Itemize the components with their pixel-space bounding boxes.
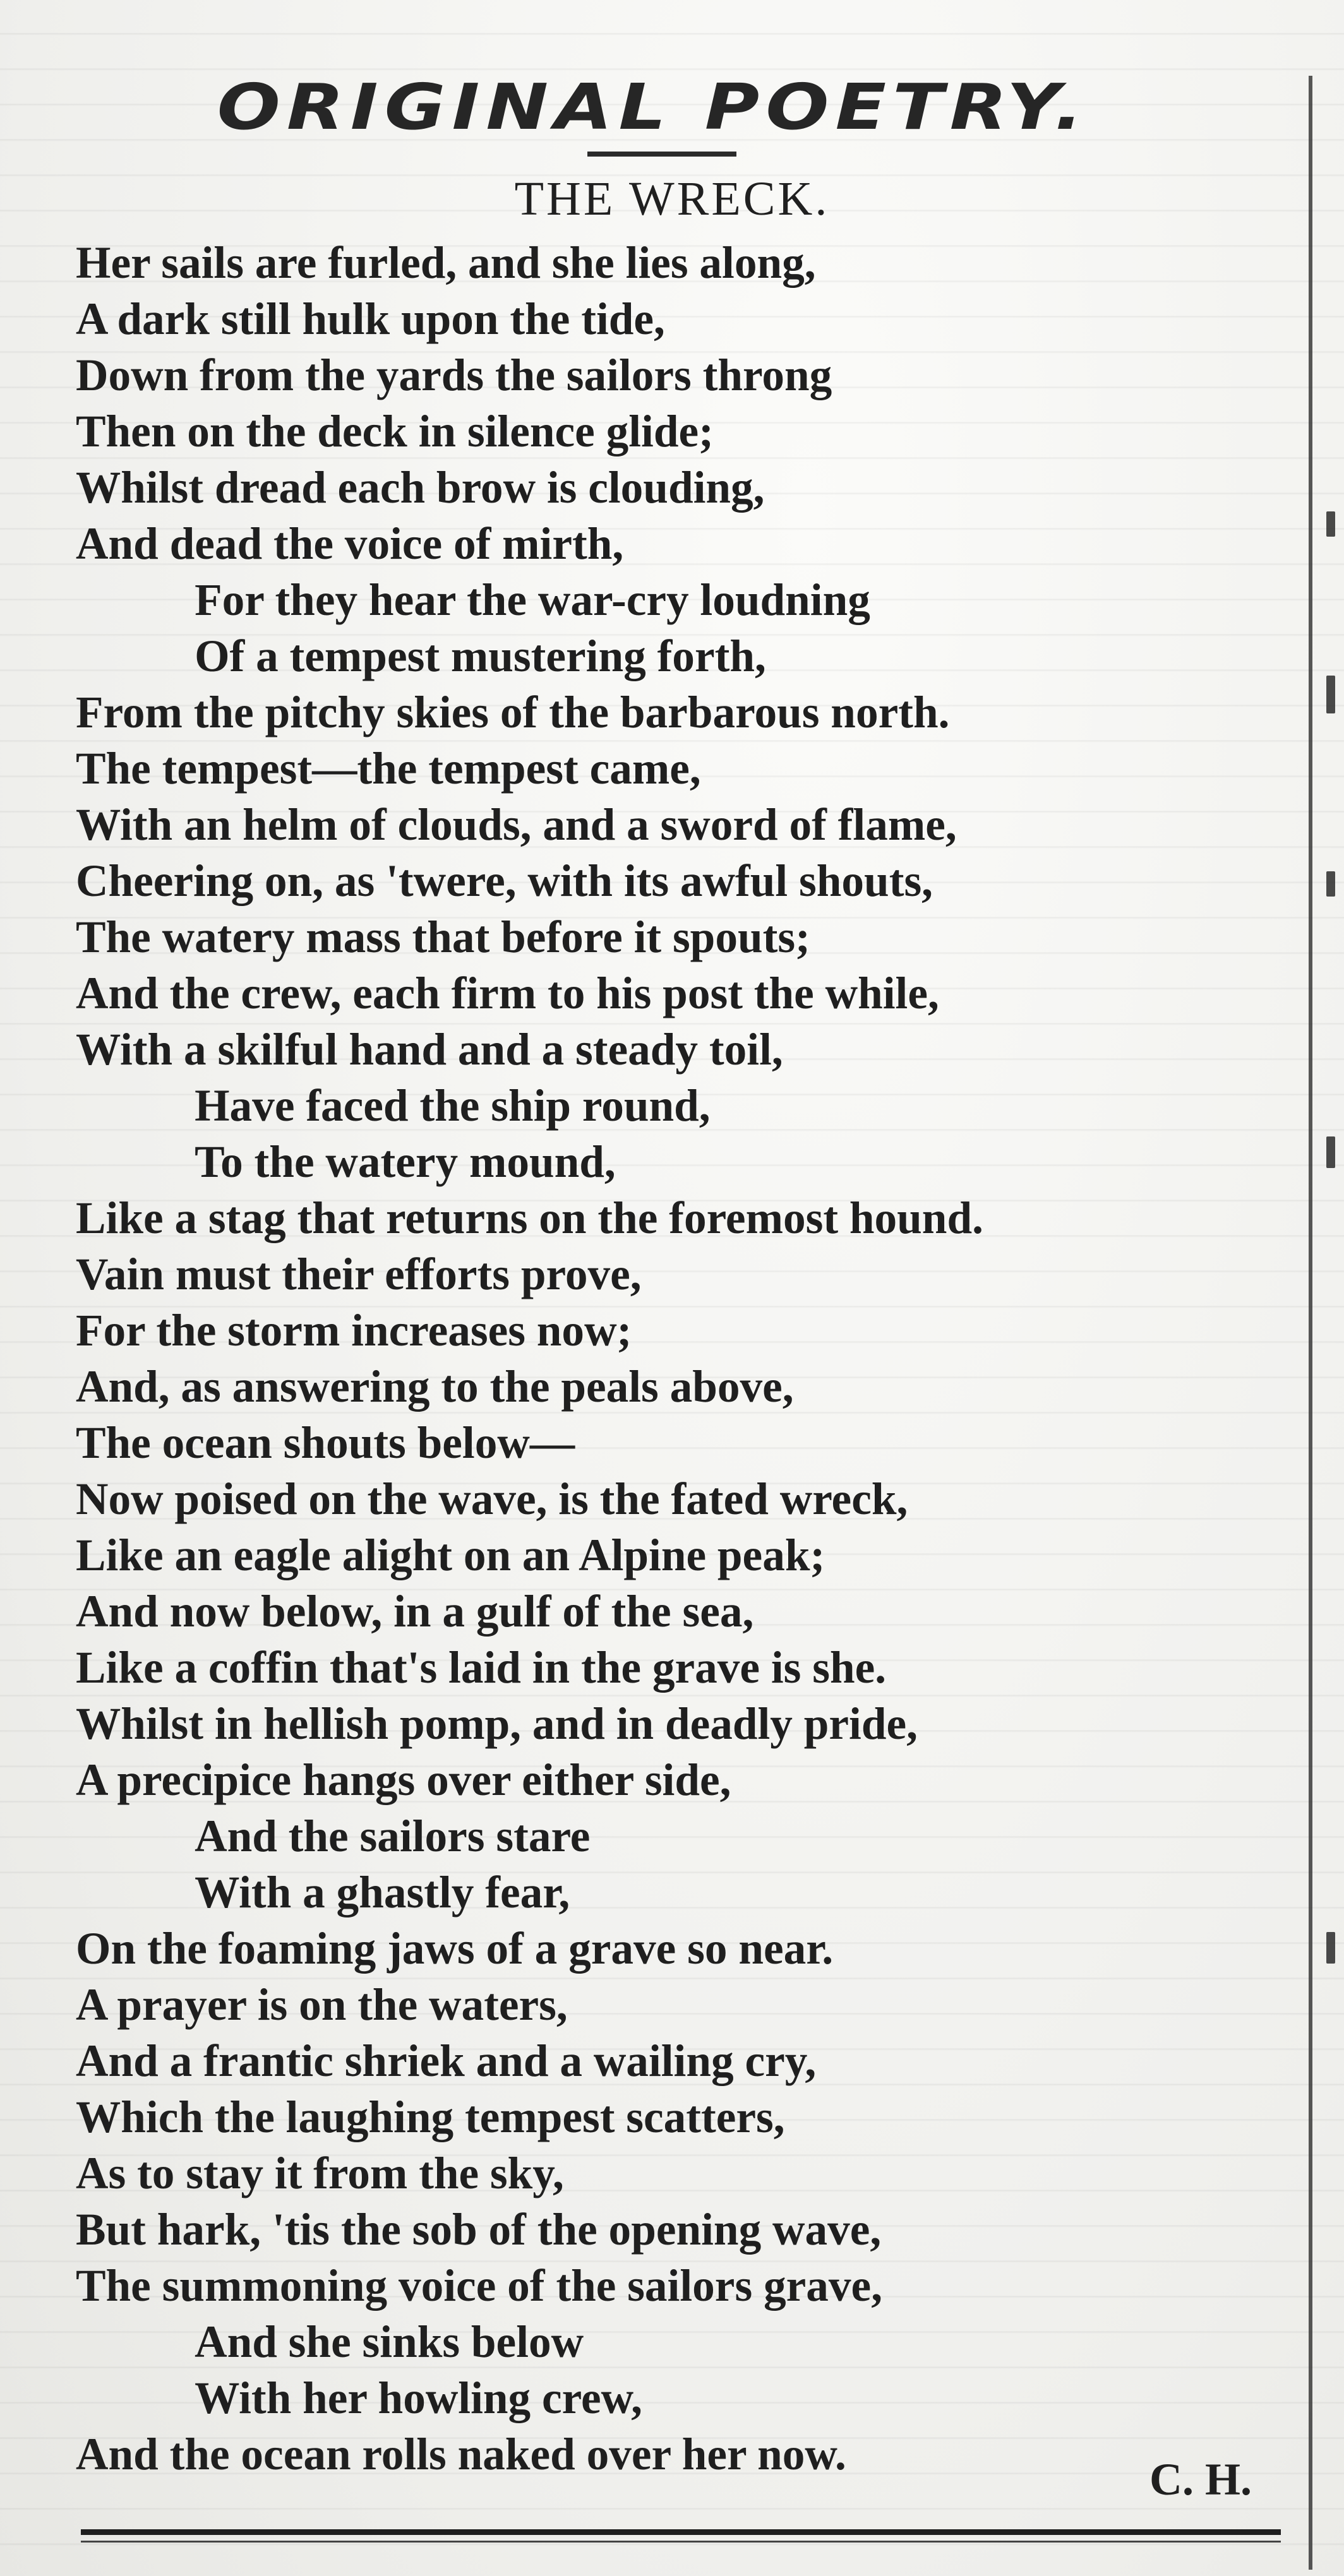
poem-line: And the ocean rolls naked over her now. bbox=[76, 2429, 846, 2479]
poem-line: The summoning voice of the sailors grave, bbox=[76, 2260, 883, 2311]
poem-line: A dark still hulk upon the tide, bbox=[76, 294, 665, 344]
poem-line: Like a stag that returns on the foremost hound. bbox=[76, 1193, 983, 1243]
adjacent-column-fragment bbox=[1326, 871, 1335, 897]
poem-line: The watery mass that before it spouts; bbox=[76, 912, 810, 962]
poem-line: For they hear the war-cry loudning bbox=[195, 575, 870, 625]
poem-line: And the sailors stare bbox=[195, 1811, 591, 1861]
adjacent-column-fragment bbox=[1326, 676, 1335, 713]
poem-line: For the storm increases now; bbox=[76, 1305, 632, 1356]
poem-line: Her sails are furled, and she lies along, bbox=[76, 237, 816, 288]
poem-line: A precipice hangs over either side, bbox=[76, 1755, 731, 1805]
bottom-rule-thin bbox=[81, 2541, 1281, 2543]
poem-line: From the pitchy skies of the barbarous north. bbox=[76, 687, 950, 737]
poem-line: With a ghastly fear, bbox=[195, 1867, 570, 1917]
poem-line: A prayer is on the waters, bbox=[76, 1979, 568, 2030]
poem-line: The tempest—the tempest came, bbox=[76, 743, 701, 794]
poem-line: The ocean shouts below— bbox=[76, 1417, 575, 1468]
adjacent-column-fragment bbox=[1326, 1932, 1335, 1964]
poem-line: Whilst dread each brow is clouding, bbox=[76, 462, 765, 513]
title-divider bbox=[587, 152, 736, 157]
poem-line: And the crew, each firm to his post the while, bbox=[76, 968, 939, 1018]
poem-line: On the foaming jaws of a grave so near. bbox=[76, 1923, 834, 1974]
poem-line: With an helm of clouds, and a sword of flame, bbox=[76, 799, 957, 850]
poem-line: Now poised on the wave, is the fated wreck, bbox=[76, 1474, 908, 1524]
poem-line: With her howling crew, bbox=[195, 2373, 643, 2423]
poem-body bbox=[76, 235, 1307, 2483]
poem-line: Whilst in hellish pomp, and in deadly pride, bbox=[76, 1698, 918, 1749]
poem-line: With a skilful hand and a steady toil, bbox=[76, 1024, 783, 1075]
poem-line: Vain must their efforts prove, bbox=[76, 1249, 642, 1299]
poem-title: THE WRECK. bbox=[514, 172, 830, 225]
poem-line: But hark, 'tis the sob of the opening wave, bbox=[76, 2204, 882, 2255]
poem-line: And now below, in a gulf of the sea, bbox=[76, 1586, 754, 1637]
poem-signature: C. H. bbox=[1149, 2454, 1252, 2505]
adjacent-column-fragment bbox=[1326, 1136, 1335, 1168]
section-title: ORIGINAL POETRY. bbox=[217, 69, 1089, 144]
poem-line: Have faced the ship round, bbox=[195, 1080, 711, 1131]
poem-line: Which the laughing tempest scatters, bbox=[76, 2092, 785, 2142]
poem-line: To the watery mound, bbox=[195, 1136, 616, 1187]
poem-line: Of a tempest mustering forth, bbox=[195, 631, 766, 681]
poem-line: Like a coffin that's laid in the grave is she. bbox=[76, 1642, 887, 1693]
section-masthead bbox=[0, 63, 1344, 150]
poem-line: And, as answering to the peals above, bbox=[76, 1361, 794, 1412]
poem-line: And dead the voice of mirth, bbox=[76, 518, 624, 569]
poem-line: Cheering on, as 'twere, with its awful shouts, bbox=[76, 856, 933, 906]
poem-line: And a frantic shriek and a wailing cry, bbox=[76, 2036, 817, 2086]
poem-line: Down from the yards the sailors throng bbox=[76, 350, 832, 400]
poem-line: As to stay it from the sky, bbox=[76, 2148, 564, 2198]
bottom-rule bbox=[81, 2529, 1281, 2535]
poem-line: Then on the deck in silence glide; bbox=[76, 406, 714, 456]
column-divider bbox=[1309, 76, 1312, 2570]
poem-line: Like an eagle alight on an Alpine peak; bbox=[76, 1530, 825, 1580]
adjacent-column-fragment bbox=[1326, 511, 1335, 537]
poem-line: And she sinks below bbox=[195, 2317, 584, 2367]
